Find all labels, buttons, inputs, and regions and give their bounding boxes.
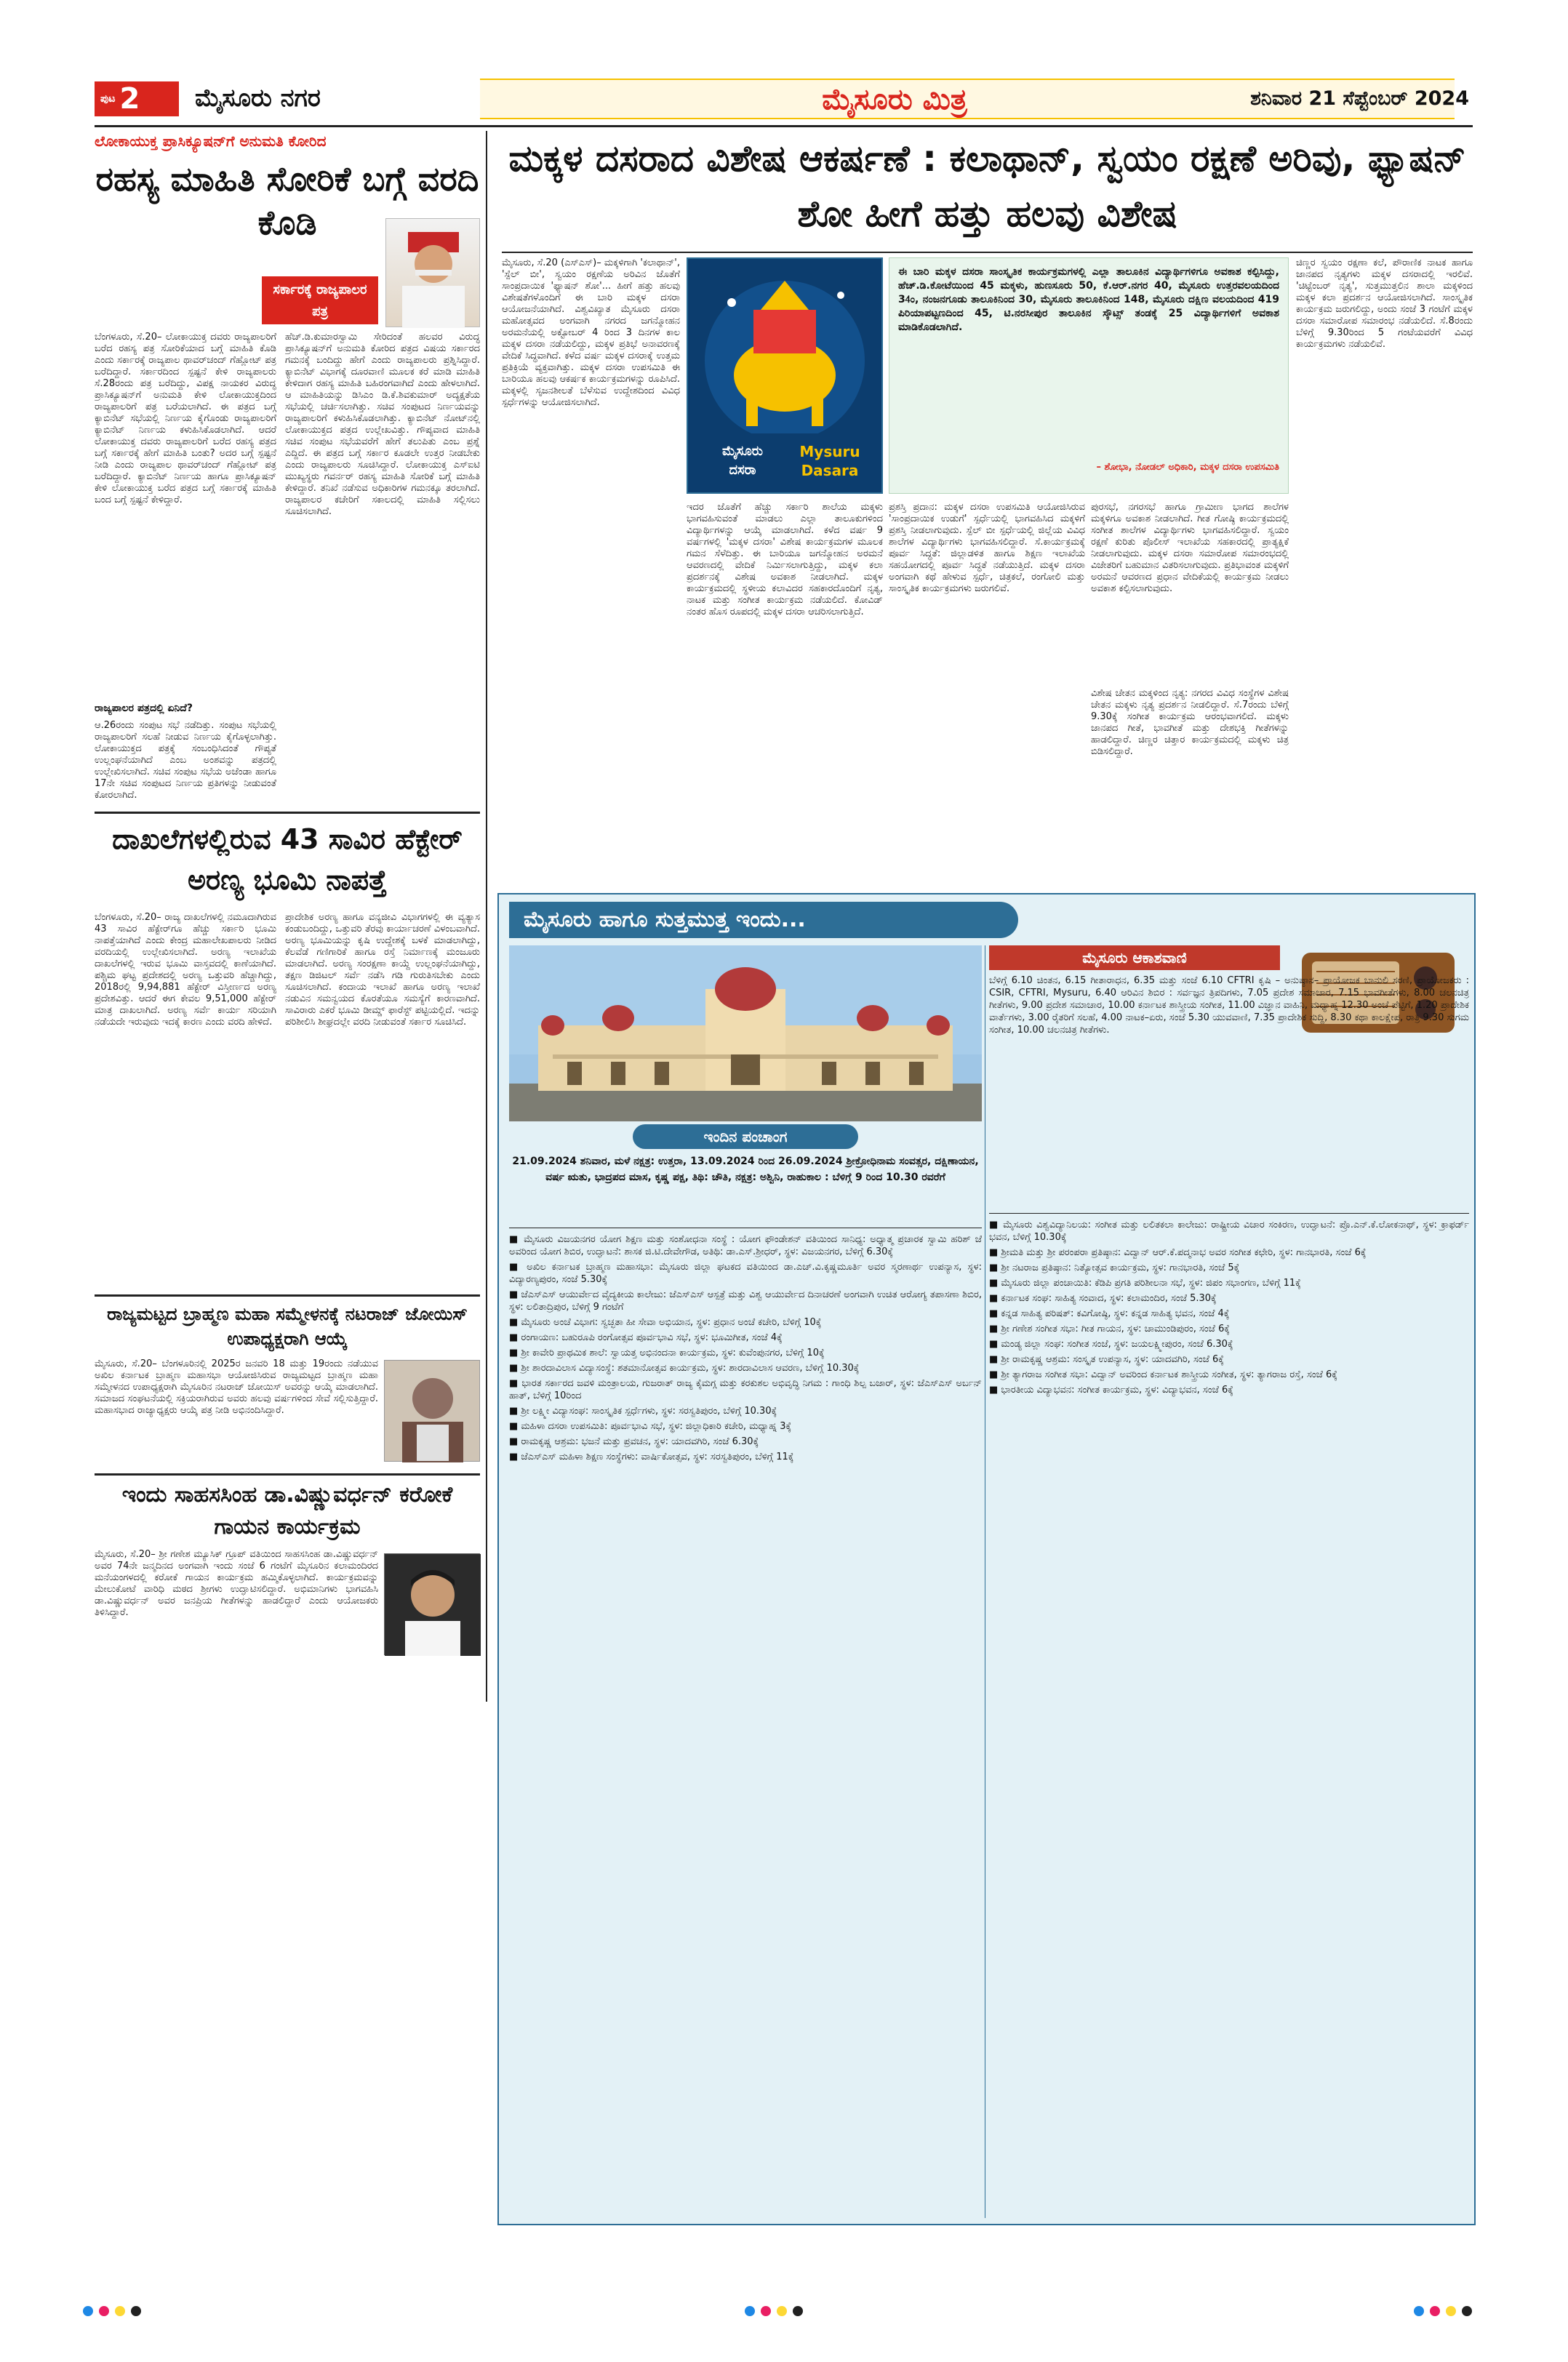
event-item: ■ ಭಾರತೀಯ ವಿದ್ಯಾಭವನ: ಸಂಗೀತ ಕಾರ್ಯಕ್ರಮ, ಸ್ಥಳ: ವಿದ್ಯಾಭವನ, ಸಂಜೆ 6ಕ್ಕೆ <box>989 1385 1233 1396</box>
issue-date: ಶನಿವಾರ 21 ಸೆಪ್ಟೆಂಬರ್ 2024 <box>1250 87 1469 110</box>
event-item: ■ ಮೈಸೂರು ವಿಜಯನಗರ ಯೋಗ ಶಿಕ್ಷಣ ಮತ್ತು ಸಂಶೋಧನಾ ಸಂಸ್ಥೆ : ಯೋಗ ಫೌಂಡೇಶನ್ ವತಿಯಿಂದ ಸಾನಿಧ್ಯ: ಅಧ್ಯಾತ್ಮ ಪ್ರಚಾರಕ ಸ್ವಾಮಿ ಹರಿಶ್ ಜೆ ಅವರಿಂದ ಯೋಗ ಶಿಬಿರ, ಉದ್ಘಾಟನೆ: ಶಾಸಕ ಜಿ.ಟಿ.ದೇವೇಗೌಡ, ಅತಿಥಿ: ಡಾ.ಎಸ್.ಶ್ರೀಧರ್, ಸ್ಥಳ: ವಿಜಯನಗರ, ಬೆಳಿಗ್ಗೆ 6.30ಕ್ಕೆ <box>509 1234 982 1257</box>
forest-body-col2: ಪ್ರಾದೇಶಿಕ ಅರಣ್ಯ ಹಾಗೂ ವನ್ಯಜೀವಿ ವಿಭಾಗಗಳಲ್ಲಿ ಈ ವ್ಯತ್ಯಾಸ ಕಂಡುಬಂದಿದ್ದು, ಒತ್ತುವರಿ ತೆರವು ಕಾರ್ಯಾಚರಣೆ ವಿಳಂಬವಾಗಿದೆ. ಅರಣ್ಯ ಭೂಮಿಯನ್ನು ಕೃಷಿ ಉದ್ದೇಶಕ್ಕೆ ಬಳಕೆ ಮಾಡಲಾಗಿದ್ದು, ಕೆಲವೆಡೆ ಗಣಿಗಾರಿಕೆ ಹಾಗೂ ರಸ್ತೆ ನಿರ್ಮಾಣಕ್ಕೆ ಮಂಜೂರು ಮಾಡಲಾಗಿದೆ. ಅರಣ್ಯ ಸಂರಕ್ಷಣಾ ಕಾಯ್ದೆ ಉಲ್ಲಂಘನೆಯಾಗಿದ್ದು, ತಕ್ಷಣ ಡಿಜಿಟಲ್ ಸರ್ವೆ ನಡೆಸಿ ಗಡಿ ಗುರುತಿಸಬೇಕು ಎಂದು ಸೂಚಿಸಲಾಗಿದೆ. ಕಂದಾಯ ಇಲಾಖೆ ಹಾಗೂ ಅರಣ್ಯ ಇಲಾಖೆ ನಡುವಿನ ಸಮನ್ವಯದ ಕೊರತೆಯೂ ಸಮಸ್ಯೆಗೆ ಕಾರಣವಾಗಿದೆ. ಸಾವಿರಾರು ಎಕರೆ ಭೂಮಿ ಡೀಮ್ಡ್ ಫಾರೆಸ್ಟ್ ಪಟ್ಟಿಯಲ್ಲಿದೆ. ಇದನ್ನು ಪರಿಶೀಲಿಸಿ ಶೀಘ್ರದಲ್ಲೇ ವರದಿ ನೀಡುವಂತೆ ಸರ್ಕಾರ ಸೂಚಿಸಿದೆ. <box>285 912 480 1028</box>
governor-rule <box>95 812 480 814</box>
event-item: ■ ಅಖಿಲ ಕರ್ನಾಟಕ ಬ್ರಾಹ್ಮಣ ಮಹಾಸಭಾ: ಮೈಸೂರು ಜಿಲ್ಲಾ ಘಟಕದ ವತಿಯಿಂದ ಡಾ.ಎಚ್.ವಿ.ಕೃಷ್ಣಮೂರ್ತಿ ಅವರ ಸ್ಮರಣಾರ್ಥ ಉಪನ್ಯಾಸ, ಸ್ಥಳ: ವಿದ್ಯಾರಣ್ಯಪುರಂ, ಸಂಜೆ 5.30ಕ್ಕೆ <box>509 1262 982 1285</box>
registration-dots-left <box>80 2305 160 2320</box>
dot <box>99 2306 109 2316</box>
event-item: ■ ಜೆಎಸ್‌ಎಸ್ ಮಹಿಳಾ ಶಿಕ್ಷಣ ಸಂಸ್ಥೆಗಳು: ವಾರ್ಷಿಕೋತ್ಸವ, ಸ್ಥಳ: ಸರಸ್ವತಿಪುರಂ, ಬೆಳಿಗ್ಗೆ 11ಕ್ಕೆ <box>509 1452 794 1462</box>
palace-photo <box>509 945 982 1121</box>
vishnu-headline: ಇಂದು ಸಾಹಸಸಿಂಹ ಡಾ.ವಿಷ್ಣುವರ್ಧನ್ ಕರೋಕೆ ಗಾಯನ ಕಾರ್ಯಕ್ರಮ <box>121 1482 453 1540</box>
event-item: ■ ಶ್ರೀ ಕಾವೇರಿ ಪ್ರಾಥಮಿಕ ಶಾಲೆ: ಸ್ವಾಯತ್ತ ಅಭಿನಂದನಾ ಕಾರ್ಯಕ್ರಮ, ಸ್ಥಳ: ಕುವೆಂಪುನಗರ, ಬೆಳಿಗ್ಗೆ 10ಕ್ಕೆ <box>509 1348 825 1358</box>
dasara-callout-text: ಈ ಬಾರಿ ಮಕ್ಕಳ ದಸರಾ ಸಾಂಸ್ಕೃತಿಕ ಕಾರ್ಯಕ್ರಮಗಳಲ್ಲಿ ಎಲ್ಲಾ ತಾಲೂಕಿನ ವಿದ್ಯಾರ್ಥಿಗಳಿಗೂ ಅವಕಾಶ ಕಲ್ಪಿಸಿದ್ದು, ಹೆಚ್.ಡಿ.ಕೋಟೆಯಿಂದ 45 ಮಕ್ಕಳು, ಹುಣಸೂರು 50, ಕೆ.ಆರ್.ನಗರ 40, ಮೈಸೂರು ಉತ್ತರವಲಯದಿಂದ 34ಂ, ನಂಜನಗೂಡು ತಾಲೂಕಿನಿಂದ 30, ಮೈಸೂರು ತಾಲೂಕಿನಿಂದ 148, ಮೈಸೂರು ದಕ್ಷಿಣ ವಲಯದಿಂದ 419 ಪಿರಿಯಾಪಟ್ಟಣದಿಂದ 45, ಟಿ.ನರಸೀಪುರ ತಾಲೂಕಿನ ಸ್ಕೌಟ್ಸ್ ತಂಡಕ್ಕೆ 25 ವಿದ್ಯಾರ್ಥಿಗಳಿಗೆ ಅವಕಾಶ ಮಾಡಿಕೊಡಲಾಗಿದೆ. <box>898 266 1279 333</box>
panchanga-text: 21.09.2024 ಶನಿವಾರ, ಮಳೆ ನಕ್ಷತ್ರ: ಉತ್ತರಾ, 13.09.2024 ರಿಂದ 26.09.2024 ಶ್ರೀಕ್ರೋಧಿನಾಮ ಸಂವತ್ಸರ, ದಕ್ಷಿಣಾಯನ, ವರ್ಷ ಋತು, ಭಾದ್ರಪದ ಮಾಸ, ಕೃಷ್ಣ ಪಕ್ಷ, ತಿಥಿ: ಚೌತಿ, ನಕ್ಷತ್ರ: ಅಶ್ವಿನಿ, ರಾಹುಕಾಲ : ಬೆಳಿಗ್ಗೆ 9 ರಿಂದ 10.30 ರವರೆಗೆ <box>512 1156 979 1183</box>
forest-body-col1: ಬೆಂಗಳೂರು, ಸೆ.20– ರಾಜ್ಯ ದಾಖಲೆಗಳಲ್ಲಿ ನಮೂದಾಗಿರುವ 43 ಸಾವಿರ ಹೆಕ್ಟೇರ್‌ಗೂ ಹೆಚ್ಚು ಸರ್ಕಾರಿ ಭೂಮಿ ನಾಪತ್ತೆಯಾಗಿದೆ ಎಂದು ಕೇಂದ್ರ ಮಹಾಲೇಖಪಾಲರು ನೀಡಿದ ವರದಿಯಲ್ಲಿ ಉಲ್ಲೇಖಿಸಲಾಗಿದೆ. ಅರಣ್ಯ ಇಲಾಖೆಯ ದಾಖಲೆಗಳಲ್ಲಿ ಇರುವ ಭೂಮಿ ವಾಸ್ತವದಲ್ಲಿ ಕಾಣೆಯಾಗಿದೆ. ಪಶ್ಚಿಮ ಘಟ್ಟ ಪ್ರದೇಶದಲ್ಲಿ ಅರಣ್ಯ ಒತ್ತುವರಿ ಹೆಚ್ಚಾಗಿದ್ದು, 2018ರಲ್ಲಿ 9,94,881 ಹೆಕ್ಟೇರ್ ವಿಸ್ತೀರ್ಣದ ಅರಣ್ಯ ಪ್ರದೇಶವಿತ್ತು. ಆದರೆ ಈಗ ಕೇವಲ 9,51,000 ಹೆಕ್ಟೇರ್ ಮಾತ್ರ ದಾಖಲಾಗಿದೆ. ಅರಣ್ಯ ಸರ್ವೆ ಕಾರ್ಯ ಸರಿಯಾಗಿ ನಡೆಯದೇ ಇರುವುದು ಇದಕ್ಕೆ ಕಾರಣ ಎಂದು ವರದಿ ಹೇಳಿದೆ. <box>95 912 276 1028</box>
governor-tag: ಸರ್ಕಾರಕ್ಕೆ ರಾಜ್ಯಪಾಲರ ಪತ್ರ <box>262 276 378 324</box>
event-item: ■ ಶ್ರೀ ಲಕ್ಷ್ಮೀ ವಿದ್ಯಾಸಂಘ: ಸಾಂಸ್ಕೃತಿಕ ಸ್ಪರ್ಧೆಗಳು, ಸ್ಥಳ: ಸರಸ್ವತಿಪುರಂ, ಬೆಳಿಗ್ಗೆ 10.30ಕ್ಕೆ <box>509 1406 777 1417</box>
dot <box>83 2306 93 2316</box>
forest-rule <box>95 1294 480 1297</box>
radio-schedule: ಬೆಳಿಗ್ಗೆ 6.10 ಚಿಂತನ, 6.15 ಗೀತಾರಾಧನ, 6.35 ಮತ್ತು ಸಂಜೆ 6.10 CFTRI ಕೃಷಿ – ಅನುಷ್ಠಾನ– ಪ್ರಾಯೋಜಕ ಬಾನುಲಿ ಸರಣಿ, ಪ್ರಾಯೋಜಕರು : CSIR, CFTRI, Mysuru, 6.40 ಆರಿವಿನ ಶಿಬಿರ : ಸರ್ವಜ್ಞನ ತ್ರಿಪದಿಗಳು, 7.05 ಪ್ರದೇಶ ಸಮಾಚಾರ, 7.15 ಭಾವಗೀತೆಗಳು, 8.00 ಚಲನಚಿತ್ರ ಗೀತೆಗಳು, 9.00 ಪ್ರದೇಶ ಸಮಾಚಾರ, 10.00 ಕರ್ನಾಟಕ ಶಾಸ್ತ್ರೀಯ ಸಂಗೀತ, 11.00 ವಿಜ್ಞಾನ ವಾಹಿನಿ, ಮಧ್ಯಾಹ್ನ 12.30 ಅಂಚೆ ಪೆಟ್ಟಿಗೆ, 1.20 ಪ್ರಾದೇಶಿಕ ವಾರ್ತೆಗಳು, 3.00 ರೈತರಿಗೆ ಸಲಹೆ, 4.00 ನಾಟಕ–ಏರು, ಸಂಜೆ 5.30 ಯುವವಾಣಿ, 7.35 ಪ್ರಾದೇಶಿಕ ಸುದ್ದಿ, 8.30 ಕಥಾ ಕಾಲಕ್ಷೇಪ, ರಾತ್ರಿ 9.30 ಸುಗಮ ಸಂಗೀತ, 10.00 ಚಲನಚಿತ್ರ ಗೀತೆಗಳು. <box>989 975 1469 1036</box>
left-column-divider <box>486 131 487 1702</box>
natraj-portrait-image <box>385 1361 481 1462</box>
mysore-palace-image <box>509 945 982 1121</box>
event-item: ■ ಜೆಎಸ್‌ಎಸ್ ಆಯುರ್ವೇದ ವೈದ್ಯಕೀಯ ಕಾಲೇಜು: ಜೆಎಸ್‌ಎಸ್ ಆಸ್ಪತ್ರೆ ಮತ್ತು ವಿಶ್ವ ಆಯುರ್ವೇದ ದಿನಾಚರಣೆ ಅಂಗವಾಗಿ ಉಚಿತ ಆರೋಗ್ಯ ತಪಾಸಣಾ ಶಿಬಿರ, ಸ್ಥಳ: ಲಲಿತಾದ್ರಿಪುರ, ಬೆಳಿಗ್ಗೆ 9 ಗಂಟೆಗೆ <box>509 1289 982 1313</box>
dot <box>1430 2306 1440 2316</box>
governor-subhead: ರಾಜ್ಯಪಾಲರ ಪತ್ರದಲ್ಲಿ ಏನಿದೆ? <box>95 702 193 714</box>
event-item: ■ ಕರ್ನಾಟಕ ಸಂಘ: ಸಾಹಿತ್ಯ ಸಂವಾದ, ಸ್ಥಳ: ಕಲಾಮಂದಿರ, ಸಂಜೆ 5.30ಕ್ಕೆ <box>989 1293 1217 1304</box>
event-item: ■ ಮಂಡ್ಯ ಜಿಲ್ಲಾ ಸಂಘ: ಸಂಗೀತ ಸಂಜೆ, ಸ್ಥಳ: ಜಯಲಕ್ಷ್ಮೀಪುರಂ, ಸಂಜೆ 6.30ಕ್ಕೆ <box>989 1339 1233 1350</box>
event-item: ■ ಶ್ರೀಮತಿ ಮತ್ತು ಶ್ರೀ ಪರಂಪರಾ ಪ್ರತಿಷ್ಠಾನ: ವಿದ್ವಾನ್ ಆರ್.ಕೆ.ಪದ್ಮನಾಭ ಅವರ ಸಂಗೀತ ಕಛೇರಿ, ಸ್ಥಳ: ಗಾನಭಾರತಿ, ಸಂಜೆ 6ಕ್ಕೆ <box>989 1247 1367 1258</box>
today-box-header: ಮೈಸೂರು ಹಾಗೂ ಸುತ್ತಮುತ್ತ ಇಂದು... <box>509 902 1018 938</box>
governor-body-col2: ಹೆಚ್.ಡಿ.ಕುಮಾರಸ್ವಾಮಿ ಸೇರಿದಂತೆ ಹಲವರ ವಿರುದ್ಧ ಪ್ರಾಸಿಕ್ಯೂಷನ್‌ಗೆ ಅನುಮತಿ ಕೋರಿದ ಪತ್ರದ ವಿಷಯ ಸರ್ಕಾರದ ಗಮನಕ್ಕೆ ಬಂದಿದ್ದು ಹೇಗೆ ಎಂದು ರಾಜ್ಯಪಾಲರು ಪ್ರಶ್ನಿಸಿದ್ದಾರೆ. ಕ್ಯಾಬಿನೆಟ್ ವಿಭಾಗಕ್ಕೆ ದೂರವಾಣಿ ಮೂಲಕ ಕರೆ ಮಾಡಿ ಮಾಹಿತಿ ಕೇಳಿದಾಗ ರಹಸ್ಯ ಮಾಹಿತಿ ಬಹಿರಂಗವಾಗಿದೆ ಎಂದು ಹೇಳಲಾಗಿದೆ. ಆ ಮಾಹಿತಿಯನ್ನು ಡಿಸಿಎಂ ಡಿ.ಕೆ.ಶಿವಕುಮಾರ್ ಅದ್ಯಕ್ಷತೆಯ ಸಭೆಯಲ್ಲಿ ಚರ್ಚಿಸಲಾಗಿತ್ತು. ಸಚಿವ ಸಂಪುಟದ ನಿರ್ಣಯವನ್ನು ರಾಜ್ಯಪಾಲರಿಗೆ ಕಳುಹಿಸಿಕೊಡಲಾಗಿತ್ತು. ಕ್ಯಾಬಿನೆಟ್ ನೋಟ್‌ನಲ್ಲಿ ಲೋಕಾಯುಕ್ತದ ಪತ್ರದ ಉಲ್ಲೇಖವಿತ್ತು. ಗೌಪ್ಯವಾದ ಮಾಹಿತಿ ಸಚಿವ ಸಂಪುಟ ಸಭೆಯವರೆಗೆ ಹೇಗೆ ತಲುಪಿತು ಎಂಬ ಪ್ರಶ್ನೆ ಎದ್ದಿದೆ. ಈ ಪತ್ರದ ಬಗ್ಗೆ ಸರ್ಕಾರ ಕೂಡಲೇ ಉತ್ತರ ನೀಡಬೇಕು ಎಂದು ರಾಜ್ಯಪಾಲರು ಸೂಚಿಸಿದ್ದಾರೆ. ಲೋಕಾಯುಕ್ತ ಎಸ್‌ಐಟಿ ಮುಖ್ಯಸ್ಥರು ಗವರ್ನರ್ ರಹಸ್ಯ ಮಾಹಿತಿ ಸೋರಿಕೆ ಬಗ್ಗೆ ಮಾಹಿತಿ ಕೇಳಿದ್ದಾರೆ. ತನಿಖೆ ನಡೆಸುವ ಅಧಿಕಾರಿಗಳ ಗಮನಕ್ಕೂ ತರಲಾಗಿದೆ. ರಾಜ್ಯಪಾಲರ ಕಚೇರಿಗೆ ಸಕಾಲದಲ್ಲಿ ಮಾಹಿತಿ ಸಲ್ಲಿಸಲು ಸೂಚಿಸಲಾಗಿದೆ. <box>285 332 480 517</box>
dot <box>131 2306 141 2316</box>
today-events-right <box>989 1219 1469 2219</box>
dot <box>1462 2306 1472 2316</box>
dot <box>793 2306 803 2316</box>
natraj-photo <box>384 1360 480 1462</box>
radio-rule <box>989 1213 1469 1214</box>
panchanga-title: ಇಂದಿನ ಪಂಚಾಂಗ <box>633 1124 858 1149</box>
dasara-elephant-illustration <box>688 259 881 433</box>
brahmin-body: ಮೈಸೂರು, ಸೆ.20– ಬೆಂಗಳೂರಿನಲ್ಲಿ 2025ರ ಜನವರಿ 18 ಮತ್ತು 19ರಂದು ನಡೆಯುವ ಅಖಿಲ ಕರ್ನಾಟಕ ಬ್ರಾಹ್ಮಣ ಮಹಾಸಭಾ ಆಯೋಜಿಸಿರುವ ರಾಜ್ಯಮಟ್ಟದ ಬ್ರಾಹ್ಮಣ ಮಹಾ ಸಮ್ಮೇಳನದ ಉಪಾಧ್ಯಕ್ಷರಾಗಿ ಮೈಸೂರಿನ ನಟರಾಜ್ ಜೋಯಿಸ್ ಅವರನ್ನು ಆಯ್ಕೆ ಮಾಡಲಾಗಿದೆ. ಸಮಾಜದ ಸಂಘಟನೆಯಲ್ಲಿ ಸಕ್ರಿಯರಾಗಿರುವ ಅವರು ಹಲವು ವರ್ಷಗಳಿಂದ ಸೇವೆ ಸಲ್ಲಿಸುತ್ತಿದ್ದಾರೆ. ಮಹಾಸಭಾದ ರಾಜ್ಯಾಧ್ಯಕ್ಷರು ಆಯ್ಕೆ ಪತ್ರ ನೀಡಿ ಅಭಿನಂದಿಸಿದ್ದಾರೆ. <box>95 1358 378 1416</box>
governor-photo <box>385 218 480 327</box>
event-item: ■ ಶ್ರೀ ಗಣೇಶ ಸಂಗೀತ ಸಭಾ: ಗೀತ ಗಾಯನ, ಸ್ಥಳ: ಚಾಮುಂಡಿಪುರಂ, ಸಂಜೆ 6ಕ್ಕೆ <box>989 1324 1230 1334</box>
dot <box>1446 2306 1456 2316</box>
page-number: 2 <box>119 82 140 116</box>
governor-body-col1: ಬೆಂಗಳೂರು, ಸೆ.20– ಲೋಕಾಯುಕ್ತ ದವರು ರಾಜ್ಯಪಾಲರಿಗೆ ಬರೆದ ರಹಸ್ಯ ಪತ್ರ ಸೋರಿಕೆಯಾದ ಬಗ್ಗೆ ಮಾಹಿತಿ ಕೊಡಿ ಎಂದು ಸರ್ಕಾರಕ್ಕೆ ರಾಜ್ಯಪಾಲ ಥಾವರ್‌ಚಂದ್ ಗೆಹ್ಲೋಟ್ ಪತ್ರ ಬರೆದಿದ್ದಾರೆ. ಸರ್ಕಾರದಿಂದ ಸ್ಪಷ್ಟನೆ ಕೇಳಿ ರಾಜ್ಯಪಾಲರು ಸೆ.28ರಂದು ಪತ್ರ ಬರೆದಿದ್ದು, ವಿಪಕ್ಷ ನಾಯಕರ ವಿರುದ್ಧ ಪ್ರಾಸಿಕ್ಯೂಷನ್‌ಗೆ ಅನುಮತಿ ಕೇಳಿ ಲೋಕಾಯುಕ್ತದಿಂದ ರಾಜ್ಯಪಾಲರಿಗೆ ಪತ್ರ ಬರೆಯಲಾಗಿದೆ. ಈ ಪತ್ರದ ಬಗ್ಗೆ ಕ್ಯಾಬಿನೆಟ್ ಸಭೆಯಲ್ಲಿ ನಿರ್ಣಯ ಕೈಗೊಂಡು ರಾಜ್ಯಪಾಲರಿಗೆ ಕ್ಯಾಬಿನೆಟ್ ನಿರ್ಣಯ ಕಳುಹಿಸಿಕೊಡಲಾಗಿದೆ. ಆದರೆ ಲೋಕಾಯುಕ್ತ ದವರು ರಾಜ್ಯಪಾಲರಿಗೆ ಬರೆದ ರಹಸ್ಯ ಪತ್ರದ ಬಗ್ಗೆ ಸರ್ಕಾರಕ್ಕೆ ಹೇಗೆ ಮಾಹಿತಿ ಬಂತು? ಅದರ ಬಗ್ಗೆ ಸ್ಪಷ್ಟನೆ ನೀಡಿ ಎಂದು ರಾಜ್ಯಪಾಲ ಥಾವರ್‌ಚಂದ್ ಗೆಹ್ಲೋಟ್ ಪತ್ರ ಬರೆದಿದ್ದಾರೆ. ಕ್ಯಾಬಿನೆಟ್ ನಿರ್ಣಯ ಹಾಗೂ ಪ್ರಾಸಿಕ್ಯೂಷನ್ ಕೇಳಿ ಲೋಕಾಯುಕ್ತ ಬರೆದ ಪತ್ರದ ಬಗ್ಗೆ ಸರ್ಕಾರಕ್ಕೆ ಮಾಹಿತಿ ಬಂದ ಬಗ್ಗೆ ಸ್ಪಷ್ಟನೆ ಕೇಳಿದ್ದಾರೆ. <box>95 332 276 505</box>
event-item: ■ ಕನ್ನಡ ಸಾಹಿತ್ಯ ಪರಿಷತ್: ಕವಿಗೋಷ್ಠಿ, ಸ್ಥಳ: ಕನ್ನಡ ಸಾಹಿತ್ಯ ಭವನ, ಸಂಜೆ 4ಕ್ಕೆ <box>989 1308 1230 1319</box>
governor-headline: ರಹಸ್ಯ ಮಾಹಿತಿ ಸೋರಿಕೆ ಬಗ್ಗೆ ವರದಿ ಕೊಡಿ <box>95 159 479 242</box>
dasara-headline: ಮಕ್ಕಳ ದಸರಾದ ವಿಶೇಷ ಆಕರ್ಷಣೆ : ಕಲಾಥಾನ್, ಸ್ವಯಂ ರಕ್ಷಣೆ ಅರಿವು, ಫ್ಯಾಷನ್ ಶೋ ಹೀಗೆ ಹತ್ತು ಹಲವು ವಿಶೇಷ <box>508 137 1466 235</box>
radio-header: ಮೈಸೂರು ಆಕಾಶವಾಣಿ <box>989 945 1280 970</box>
dot <box>115 2306 125 2316</box>
dasara-callout-signature: – ಶೋಭಾ, ನೋಡಲ್ ಅಧಿಕಾರಿ, ಮಕ್ಕಳ ದಸರಾ ಉಪಸಮಿತಿ <box>1096 462 1279 473</box>
dasara-top-rule <box>502 252 1473 253</box>
dot <box>761 2306 771 2316</box>
dot <box>777 2306 787 2316</box>
event-item: ■ ಶ್ರೀ ರಾಮಕೃಷ್ಣ ಆಶ್ರಮ: ಸಂಸ್ಕೃತ ಉಪನ್ಯಾಸ, ಸ್ಥಳ: ಯಾದವಗಿರಿ, ಸಂಜೆ 6ಕ್ಕೆ <box>989 1354 1224 1365</box>
brahmin-rule <box>95 1473 480 1476</box>
dasara-logo-kannada <box>703 442 783 486</box>
registration-dots-right <box>1411 2305 1491 2320</box>
masthead-rule <box>95 125 1473 127</box>
dot <box>1414 2306 1424 2316</box>
event-item: ■ ಭಾರತ ಸರ್ಕಾರದ ಜವಳಿ ಮಂತ್ರಾಲಯ, ಗುಜರಾತ್ ರಾಜ್ಯ ಕೈಮಗ್ಗ ಮತ್ತು ಕರಕುಶಲ ಅಭಿವೃದ್ಧಿ ನಿಗಮ : ಗಾಂಧಿ ಶಿಲ್ಪ ಬಜಾರ್, ಸ್ಥಳ: ಜೆಎಸ್‌ಎಸ್ ಅರ್ಬನ್ ಹಾತ್, ಬೆಳಿಗ್ಗೆ 10ರಿಂದ <box>509 1378 982 1401</box>
event-item: ■ ಶ್ರೀ ತ್ಯಾಗರಾಜ ಸಂಗೀತ ಸಭಾ: ವಿದ್ವಾನ್ ಅವರಿಂದ ಕರ್ನಾಟಕ ಶಾಸ್ತ್ರೀಯ ಸಂಗೀತ, ಸ್ಥಳ: ತ್ಯಾಗರಾಜ ರಸ್ತೆ, ಸಂಜೆ 6ಕ್ಕೆ <box>989 1369 1337 1380</box>
today-events-left <box>509 1233 982 2219</box>
brahmin-headline: ರಾಜ್ಯಮಟ್ಟದ ಬ್ರಾಹ್ಮಣ ಮಹಾ ಸಮ್ಮೇಳನಕ್ಕೆ ನಟರಾಜ್ ಜೋಯಿಸ್ ಉಪಾಧ್ಯಕ್ಷರಾಗಿ ಆಯ್ಕೆ <box>107 1304 468 1349</box>
dasara-body-col6-top: ಚಿಣ್ಣರ ಸ್ವಯಂ ರಕ್ಷಣಾ ಕಲೆ, ಪೌರಾಣಿಕ ನಾಟಕ ಹಾಗೂ ಜಾನಪದ ನೃತ್ಯಗಳು ಮಕ್ಕಳ ದಸರಾದಲ್ಲಿ ಇರಲಿವೆ. 'ಚಿಟ್ಟೆಂಬರ್ ನೃತ್ಯ', ಸುತ್ತಮುತ್ತಲಿನ ಶಾಲಾ ಮಕ್ಕಳಿಂದ ಮಕ್ಕಳ ಕಲಾ ಪ್ರದರ್ಶನ ಆಯೋಜಿಸಲಾಗಿದೆ. ಸಾಂಸ್ಕೃತಿಕ ಕಾರ್ಯಕ್ರಮ ಜರುಗಲಿದ್ದು, ಅಂದು ಸಂಜೆ 3 ಗಂಟೆಗೆ ಮಕ್ಕಳ ದಸರಾ ಸಮಾರೋಪ ಸಮಾರಂಭ ನಡೆಯಲಿದೆ. ಸೆ.8ರಂದು ಬೆಳಿಗ್ಗೆ 9.30ರಿಂದ 5 ಗಂಟೆಯವರೆಗೆ ವಿವಿಧ ಕಾರ್ಯಕ್ರಮಗಳು ನಡೆಯಲಿವೆ. <box>1296 257 1473 350</box>
event-item: ■ ಶ್ರೀ ನಟರಾಜ ಪ್ರತಿಷ್ಠಾನ: ನಿತ್ಯೋತ್ಸವ ಕಾರ್ಯಕ್ರಮ, ಸ್ಥಳ: ಗಾನಭಾರತಿ, ಸಂಜೆ 5ಕ್ಕೆ <box>989 1262 1240 1273</box>
governor-body-col3: ಆ.26ರಂದು ಸಂಪುಟ ಸಭೆ ನಡೆದಿತ್ತು. ಸಂಪುಟ ಸಭೆಯಲ್ಲಿ ರಾಜ್ಯಪಾಲರಿಗೆ ಸಲಹೆ ನೀಡುವ ನಿರ್ಣಯ ಕೈಗೊಳ್ಳಲಾಗಿತ್ತು. ಲೋಕಾಯುಕ್ತದ ಪತ್ರಕ್ಕೆ ಸಂಬಂಧಿಸಿದಂತೆ ಗೌಪ್ಯತೆ ಉಲ್ಲಂಘನೆಯಾಗಿದೆ ಎಂಬ ಅಂಶವನ್ನು ಪತ್ರದಲ್ಲಿ ಉಲ್ಲೇಖಿಸಲಾಗಿದೆ. ಸಚಿವ ಸಂಪುಟ ಸಭೆಯ ಅಜೆಂಡಾ ಹಾಗೂ 17ನೇ ಸಚಿವ ಸಂಪುಟದ ನಿರ್ಣಯ ಪ್ರತಿಗಳನ್ನು ನೀಡುವಂತೆ ಕೋರಲಾಗಿದೆ. <box>95 720 276 801</box>
dasara-body-col5: ವಿಶೇಷ ಚೇತನ ಮಕ್ಕಳಿಂದ ನೃತ್ಯ: ನಗರದ ವಿವಿಧ ಸಂಸ್ಥೆಗಳ ವಿಶೇಷ ಚೇತನ ಮಕ್ಕಳು ನೃತ್ಯ ಪ್ರದರ್ಶನ ನೀಡಲಿದ್ದಾರೆ. ಸೆ.7ರಂದು ಬೆಳಿಗ್ಗೆ 9.30ಕ್ಕೆ ಸಂಗೀತ ಕಾರ್ಯಕ್ರಮ ಆರಂಭವಾಗಲಿದೆ. ಮಕ್ಕಳು ಜಾನಪದ ಗೀತೆ, ಭಾವಗೀತೆ ಮತ್ತು ದೇಶಭಕ್ತಿ ಗೀತೆಗಳನ್ನು ಹಾಡಲಿದ್ದಾರೆ. ಚಿಣ್ಣರ ಚಿತ್ತಾರ ಕಾರ್ಯಕ್ರಮದಲ್ಲಿ ಮಕ್ಕಳು ಚಿತ್ರ ಬಿಡಿಸಲಿದ್ದಾರೆ. <box>1091 688 1289 757</box>
dasara-logo-box <box>687 257 883 494</box>
vishnu-photo <box>384 1553 480 1655</box>
governor-portrait-image <box>386 219 481 328</box>
page-label: ಪುಟ <box>100 93 116 105</box>
logo-line-1: ಮೈಸೂರು <box>722 444 763 459</box>
section-title: ಮೈಸೂರು ನಗರ <box>195 84 321 113</box>
dasara-body-col3: ಪ್ರಶಸ್ತಿ ಪ್ರದಾನ: ಮಕ್ಕಳ ದಸರಾ ಉಪಸಮಿತಿ ಆಯೋಜಿಸಿರುವ 'ಸಾಂಪ್ರದಾಯಿಕ ಉಡುಗೆ' ಸ್ಪರ್ಧೆಯಲ್ಲಿ ಭಾಗವಹಿಸಿದ ಮಕ್ಕಳಿಗೆ ಪ್ರಶಸ್ತಿ ನೀಡಲಾಗುವುದು. ಸ್ಪೆಲ್ ಬೀ ಸ್ಪರ್ಧೆಯಲ್ಲಿ ಜಿಲ್ಲೆಯ ವಿವಿಧ ಶಾಲೆಗಳ ವಿದ್ಯಾರ್ಥಿಗಳು ಭಾಗವಹಿಸಲಿದ್ದಾರೆ. ಸೆ.ಕಾರ್ಯಕ್ರಮಕ್ಕೆ ಪೂರ್ವ ಸಿದ್ಧತೆ: ಜಿಲ್ಲಾಡಳಿತ ಹಾಗೂ ಶಿಕ್ಷಣ ಇಲಾಖೆಯ ಸಹಯೋಗದಲ್ಲಿ ಪೂರ್ವ ಸಿದ್ಧತೆ ನಡೆಯುತ್ತಿದೆ. ಮಕ್ಕಳ ದಸರಾ ಅಂಗವಾಗಿ ಕಥೆ ಹೇಳುವ ಸ್ಪರ್ಧೆ, ಚಿತ್ರಕಲೆ, ರಂಗೋಲಿ ಮತ್ತು ಸಾಂಸ್ಕೃತಿಕ ಕಾರ್ಯಕ್ರಮಗಳು ಜರುಗಲಿವೆ. <box>889 502 1085 594</box>
logo-en-line-1: Mysuru <box>799 443 860 460</box>
dasara-callout <box>889 257 1289 494</box>
dasara-body-col1: ಮೈಸೂರು, ಸೆ.20 (ಎಸ್‌ಎಸ್)– ಮಕ್ಕಳಿಗಾಗಿ 'ಕಲಾಥಾನ್', 'ಸ್ಪೆಲ್ ಬೀ', ಸ್ವಯಂ ರಕ್ಷಣೆಯ ಅರಿವಿನ ಜೊತೆಗೆ ಸಾಂಪ್ರದಾಯಿಕ 'ಫ್ಯಾಷನ್ ಶೋ'... ಹೀಗೆ ಹತ್ತು ಹಲವು ವಿಶೇಷತೆಗಳೊಂದಿಗೆ ಈ ಬಾರಿ ಮಕ್ಕಳ ದಸರಾ ಆಯೋಜನೆಯಾಗಿದೆ. ವಿಶ್ವವಿಖ್ಯಾತ ಮೈಸೂರು ದಸರಾ ಮಹೋತ್ಸವದ ಅಂಗವಾಗಿ ನಗರದ ಜಗನ್ಮೋಹನ ಅರಮನೆಯಲ್ಲಿ ಅಕ್ಟೋಬರ್ 4 ರಿಂದ 3 ದಿನಗಳ ಕಾಲ ಮಕ್ಕಳ ದಸರಾ ನಡೆಯಲಿದ್ದು, ಮಕ್ಕಳ ಪ್ರತಿಭೆ ಅನಾವರಣಕ್ಕೆ ವೇದಿಕೆ ಸಿದ್ಧವಾಗಿದೆ. ಕಳೆದ ವರ್ಷ ಮಕ್ಕಳ ದಸರಾಕ್ಕೆ ಉತ್ತಮ ಪ್ರತಿಕ್ರಿಯೆ ವ್ಯಕ್ತವಾಗಿತ್ತು. ಮಕ್ಕಳ ದಸರಾ ಉಪಸಮಿತಿ ಈ ಬಾರಿಯೂ ಹಲವು ಆಕರ್ಷಕ ಕಾರ್ಯಕ್ರಮಗಳನ್ನು ರೂಪಿಸಿದೆ. ಮಕ್ಕಳಲ್ಲಿ ಸೃಜನಶೀಲತೆ ಬೆಳೆಸುವ ಉದ್ದೇಶದಿಂದ ವಿವಿಧ ಸ್ಪರ್ಧೆಗಳನ್ನು ಆಯೋಜಿಸಲಾಗಿದೆ. <box>502 257 680 408</box>
logo-line-2: ದಸರಾ <box>729 463 756 478</box>
vishnu-portrait-image <box>385 1554 481 1656</box>
paper-name-logo: ಮೈಸೂರು ಮಿತ್ರ <box>822 82 967 116</box>
event-item: ■ ಮೈಸೂರು ಅಂಚೆ ವಿಭಾಗ: ಸ್ವಚ್ಛತಾ ಹೀ ಸೇವಾ ಅಭಿಯಾನ, ಸ್ಥಳ: ಪ್ರಧಾನ ಅಂಚೆ ಕಚೇರಿ, ಬೆಳಿಗ್ಗೆ 10ಕ್ಕೆ <box>509 1317 822 1328</box>
dasara-body-col2: ಇದರ ಜೊತೆಗೆ ಹೆಚ್ಚು ಸರ್ಕಾರಿ ಶಾಲೆಯ ಮಕ್ಕಳು ಭಾಗವಹಿಸುವಂತೆ ಮಾಡಲು ಎಲ್ಲಾ ತಾಲೂಕುಗಳಿಂದ ವಿದ್ಯಾರ್ಥಿಗಳನ್ನು ಆಯ್ಕೆ ಮಾಡಲಾಗಿದೆ. ಕಳೆದ ವರ್ಷ 9 ವರ್ಷಗಳಲ್ಲಿ 'ಮಕ್ಕಳ ದಸರಾ' ವಿಶೇಷ ಕಾರ್ಯಕ್ರಮಗಳ ಮೂಲಕ ಗಮನ ಸೆಳೆದಿತ್ತು. ಈ ಬಾರಿಯೂ ಜಗನ್ಮೋಹನ ಅರಮನೆ ಆವರಣದಲ್ಲಿ ವೇದಿಕೆ ನಿರ್ಮಿಸಲಾಗುತ್ತಿದ್ದು, ಮಕ್ಕಳ ಕಲಾ ಪ್ರದರ್ಶನಕ್ಕೆ ವಿಶೇಷ ಅವಕಾಶ ನೀಡಲಾಗಿದೆ. ಮಕ್ಕಳ ಕಾರ್ಯಕ್ರಮದಲ್ಲಿ ಸ್ಥಳೀಯ ಕಲಾವಿದರ ಸಹಕಾರದೊಂದಿಗೆ ನೃತ್ಯ, ನಾಟಕ ಮತ್ತು ಸಂಗೀತ ಕಾರ್ಯಕ್ರಮ ನಡೆಯಲಿದೆ. ಕೋವಿಡ್ ನಂತರ ಹೊಸ ರೂಪದಲ್ಲಿ ಮಕ್ಕಳ ದಸರಾ ಆಚರಿಸಲಾಗುತ್ತಿದೆ. <box>687 502 883 617</box>
dasara-logo-english <box>790 442 870 486</box>
dot <box>745 2306 755 2316</box>
event-item: ■ ಮಹಿಳಾ ದಸರಾ ಉಪಸಮಿತಿ: ಪೂರ್ವಭಾವಿ ಸಭೆ, ಸ್ಥಳ: ಜಿಲ್ಲಾಧಿಕಾರಿ ಕಚೇರಿ, ಮಧ್ಯಾಹ್ನ 3ಕ್ಕೆ <box>509 1421 792 1432</box>
page-badge <box>95 81 179 116</box>
event-item: ■ ಶ್ರೀ ಶಾರದಾವಿಲಾಸ ವಿದ್ಯಾಸಂಸ್ಥೆ: ಶತಮಾನೋತ್ಸವ ಕಾರ್ಯಕ್ರಮ, ಸ್ಥಳ: ಶಾರದಾವಿಲಾಸ ಆವರಣ, ಬೆಳಿಗ್ಗೆ 10.30ಕ್ಕೆ <box>509 1363 860 1374</box>
logo-en-line-2: Dasara <box>801 462 859 479</box>
governor-kicker: ಲೋಕಾಯುಕ್ತ ಪ್ರಾಸಿಕ್ಯೂಷನ್‌ಗೆ ಅನುಮತಿ ಕೋರಿದ <box>95 132 327 150</box>
event-item: ■ ರಂಗಾಯಣ: ಬಹುರೂಪಿ ರಂಗೋತ್ಸವ ಪೂರ್ವಭಾವಿ ಸಭೆ, ಸ್ಥಳ: ಭೂಮಿಗೀತ, ಸಂಜೆ 4ಕ್ಕೆ <box>509 1332 783 1343</box>
event-item: ■ ಮೈಸೂರು ವಿಶ್ವವಿದ್ಯಾನಿಲಯ: ಸಂಗೀತ ಮತ್ತು ಲಲಿತಕಲಾ ಕಾಲೇಜು: ರಾಷ್ಟ್ರೀಯ ವಿಚಾರ ಸಂಕಿರಣ, ಉದ್ಘಾಟನೆ: ಪ್ರೊ.ಎನ್.ಕೆ.ಲೋಕನಾಥ್, ಸ್ಥಳ: ಕ್ರಾಫರ್ಡ್ ಭವನ, ಬೆಳಿಗ್ಗೆ 10.30ಕ್ಕೆ <box>989 1220 1469 1243</box>
vishnu-body: ಮೈಸೂರು, ಸೆ.20– ಶ್ರೀ ಗಣೇಶ ಮ್ಯೂಸಿಕ್ ಗ್ರೂಪ್ ವತಿಯಿಂದ ಸಾಹಸಸಿಂಹ ಡಾ.ವಿಷ್ಣುವರ್ಧನ್ ಅವರ 74ನೇ ಜನ್ಮದಿನದ ಅಂಗವಾಗಿ ಇಂದು ಸಂಜೆ 6 ಗಂಟೆಗೆ ಮೈಸೂರಿನ ಕಲಾಮಂದಿರದ ಮನೆಯಂಗಳದಲ್ಲಿ ಕರೋಕೆ ಗಾಯನ ಕಾರ್ಯಕ್ರಮ ಹಮ್ಮಿಕೊಳ್ಳಲಾಗಿದೆ. ಕಾರ್ಯಕ್ರಮವನ್ನು ಮೇಲುಕೋಟೆ ವಾರಿಧಿ ಮಠದ ಶ್ರೀಗಳು ಉದ್ಘಾಟಿಸಲಿದ್ದಾರೆ. ಅಭಿಮಾನಿಗಳು ಭಾಗವಹಿಸಿ ಡಾ.ವಿಷ್ಣುವರ್ಧನ್ ಅವರ ಜನಪ್ರಿಯ ಗೀತೆಗಳನ್ನು ಹಾಡಲಿದ್ದಾರೆ ಎಂದು ಆಯೋಜಕರು ತಿಳಿಸಿದ್ದಾರೆ. <box>95 1549 378 1618</box>
event-item: ■ ಮೈಸೂರು ಜಿಲ್ಲಾ ಪಂಚಾಯಿತಿ: ಕೆಡಿಪಿ ಪ್ರಗತಿ ಪರಿಶೀಲನಾ ಸಭೆ, ಸ್ಥಳ: ಜಿಪಂ ಸಭಾಂಗಣ, ಬೆಳಿಗ್ಗೆ 11ಕ್ಕೆ <box>989 1278 1301 1289</box>
registration-dots-center <box>742 2305 822 2320</box>
forest-headline: ದಾಖಲೆಗಳಲ್ಲಿರುವ 43 ಸಾವಿರ ಹೆಕ್ಟೇರ್ ಅರಣ್ಯ ಭೂಮಿ ನಾಪತ್ತೆ <box>112 823 463 896</box>
dasara-body-col4: ಪುರಸಭೆ, ನಗರಸಭೆ ಹಾಗೂ ಗ್ರಾಮೀಣ ಭಾಗದ ಶಾಲೆಗಳ ಮಕ್ಕಳಿಗೂ ಅವಕಾಶ ನೀಡಲಾಗಿದೆ. ಗೀತ ಗೋಷ್ಠಿ ಕಾರ್ಯಕ್ರಮದಲ್ಲಿ ಸಂಗೀತ ಶಾಲೆಗಳ ವಿದ್ಯಾರ್ಥಿಗಳು ಭಾಗವಹಿಸಲಿದ್ದಾರೆ. ಸ್ವಯಂ ರಕ್ಷಣೆ ಕುರಿತು ಪೊಲೀಸ್ ಇಲಾಖೆಯ ಸಹಕಾರದಲ್ಲಿ ಪ್ರಾತ್ಯಕ್ಷಿಕೆ ನೀಡಲಾಗುವುದು. ಮಕ್ಕಳ ದಸರಾ ಸಮಾರೋಪ ಸಮಾರಂಭದಲ್ಲಿ ವಿಜೇತರಿಗೆ ಬಹುಮಾನ ವಿತರಿಸಲಾಗುವುದು. ಪ್ರತಿಭಾವಂತ ಮಕ್ಕಳಿಗೆ ಅರಮನೆ ಆವರಣದ ಪ್ರಧಾನ ವೇದಿಕೆಯಲ್ಲಿ ಕಾರ್ಯಕ್ರಮ ನೀಡಲು ಅವಕಾಶ ಕಲ್ಪಿಸಲಾಗುವುದು. <box>1091 502 1289 594</box>
event-item: ■ ರಾಮಕೃಷ್ಣ ಆಶ್ರಮ: ಭಜನೆ ಮತ್ತು ಪ್ರವಚನ, ಸ್ಥಳ: ಯಾದವಗಿರಿ, ಸಂಜೆ 6.30ಕ್ಕೆ <box>509 1436 759 1447</box>
